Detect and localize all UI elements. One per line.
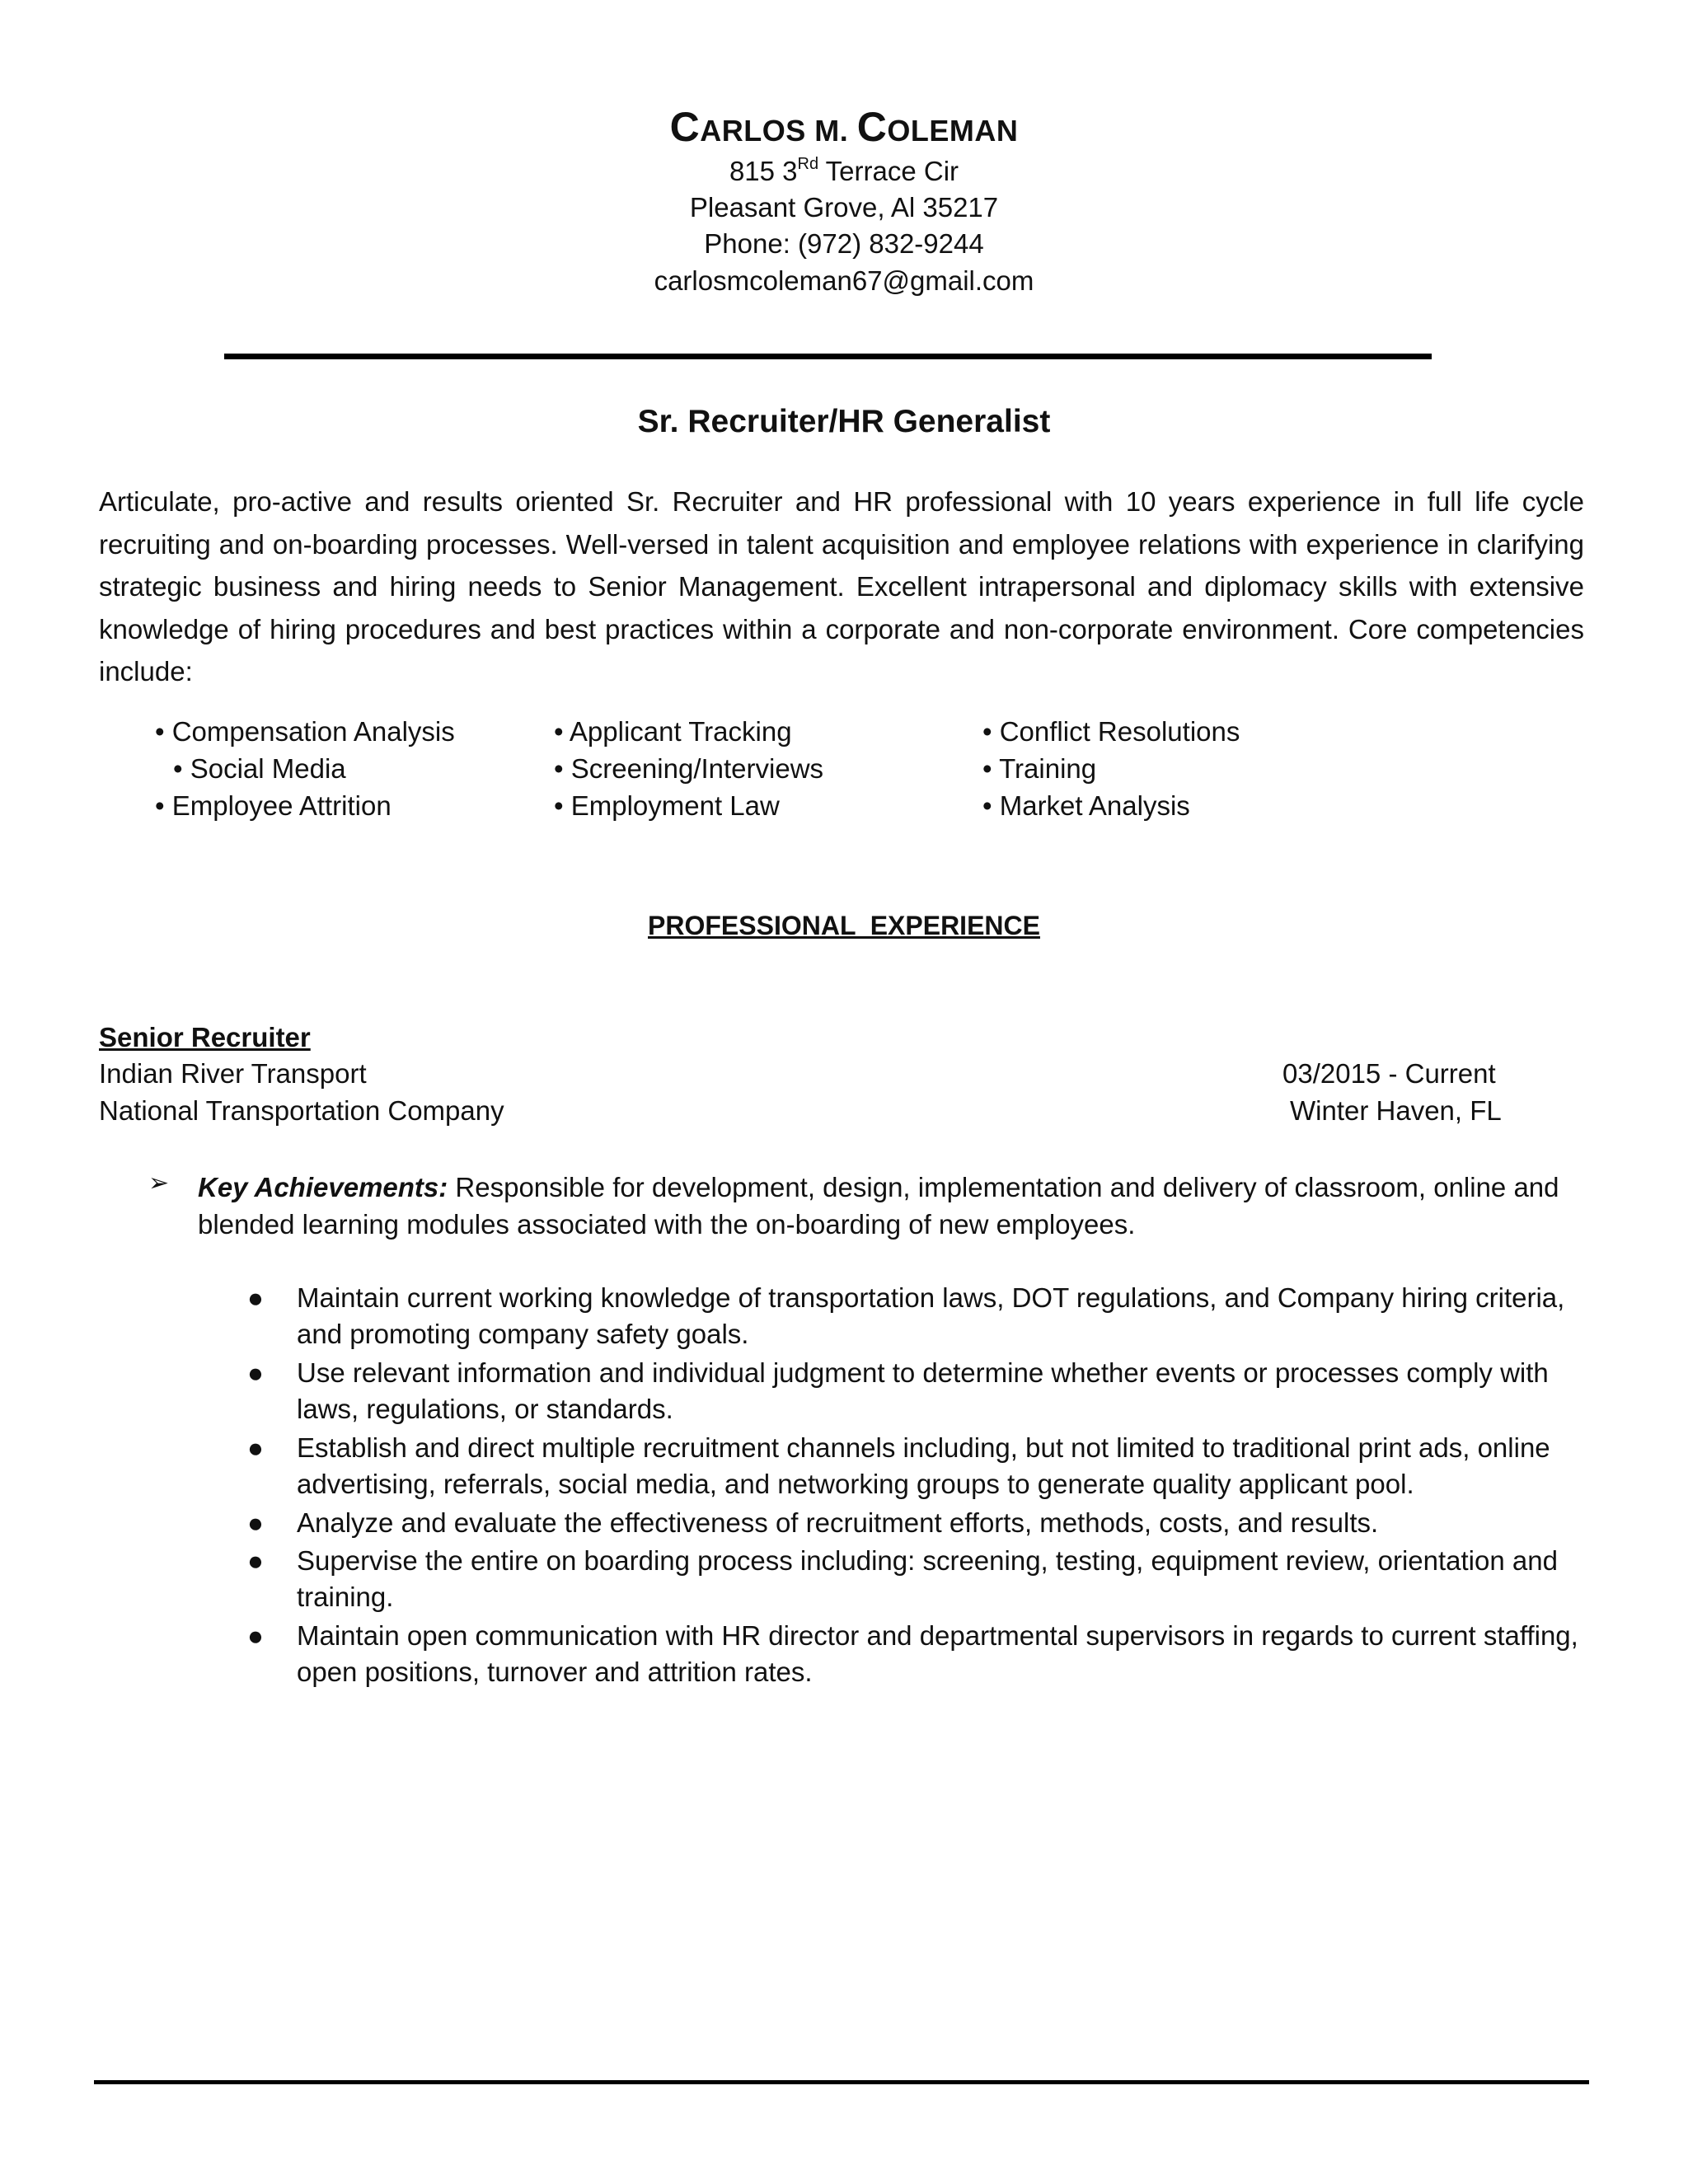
- competency-item: • Compensation Analysis: [155, 716, 455, 747]
- competency-item: • Applicant Tracking: [554, 716, 792, 747]
- footer-divider: [94, 2080, 1589, 2084]
- bullet-text: Establish and direct multiple recruitment channels including, but not limited to traditional print ads, online advertising, referrals, social media, and networking groups to generate quality applicant pool.: [297, 1432, 1550, 1499]
- bullet-text: Maintain open communication with HR director and departmental supervisors in regards to current staffing, open positions, turnover and attrition rates.: [297, 1620, 1578, 1687]
- bullet-icon: ●: [247, 1432, 264, 1463]
- address-sup: Rd: [797, 155, 819, 173]
- section-title-text: PROFESSIONAL EXPERIENCE: [648, 911, 1040, 940]
- bullet-icon: ●: [247, 1620, 264, 1651]
- arrow-icon: ➢: [148, 1169, 170, 1197]
- address-line: [0, 155, 1688, 187]
- bullet-text: Use relevant information and individual judgment to determine whether events or processes comply with laws, regulations, or standards.: [297, 1357, 1549, 1424]
- name-first-initial: C: [669, 104, 701, 150]
- section-title: [0, 911, 1688, 941]
- bullet-icon: ●: [247, 1282, 264, 1313]
- city-line: Pleasant Grove, Al 35217: [689, 192, 999, 223]
- employer: Indian River Transport: [99, 1058, 367, 1089]
- key-achievements: [198, 1169, 1582, 1243]
- bullet-icon: ●: [247, 1507, 264, 1538]
- address-pre: 815 3: [729, 156, 798, 186]
- bullet-text: Analyze and evaluate the effectiveness of recruitment efforts, methods, costs, and results.: [297, 1507, 1379, 1538]
- bullet-icon: ●: [247, 1545, 264, 1576]
- name-last-initial: C: [856, 104, 888, 150]
- job-title: Senior Recruiter: [99, 1022, 311, 1052]
- header-divider: [224, 354, 1432, 359]
- summary-paragraph: Articulate, pro-active and results oriented Sr. Recruiter and HR professional with 10 years experience in full life cycle recruiting and on-boarding processes. Well-versed in talent acquisition and employee relations with experience in clarifying strategic business and hiring needs to Senior Management. Excellent intrapersonal and diplomacy skills with extensive knowledge of hiring procedures and best practices within a corporate and non-corporate environment. Core competencies include:: [99, 486, 1584, 687]
- candidate-name: [0, 103, 1688, 151]
- job-location: Winter Haven, FL: [1290, 1095, 1502, 1126]
- phone-line: Phone: (972) 832-9244: [704, 228, 984, 259]
- bullet-icon: ●: [247, 1357, 264, 1388]
- company-type: National Transportation Company: [99, 1095, 504, 1126]
- email-line: carlosmcoleman67@gmail.com: [654, 265, 1034, 296]
- bullet-text: Supervise the entire on boarding process including: screening, testing, equipment review, orientation and training.: [297, 1545, 1558, 1612]
- bullet-text: Maintain current working knowledge of transportation laws, DOT regulations, and Company hiring criteria, and promoting company safety goals.: [297, 1282, 1565, 1349]
- competency-item: • Conflict Resolutions: [982, 716, 1240, 747]
- competency-item: • Training: [982, 753, 1097, 784]
- key-achievements-label: Key Achievements:: [198, 1172, 448, 1202]
- key-achievements-text: Responsible for development, design, implementation and delivery of classroom, online and blended learning modules associated with the on-boarding of new employees.: [198, 1172, 1559, 1240]
- competency-item: • Social Media: [173, 753, 346, 784]
- name-last-rest: OLEMAN: [887, 114, 1019, 148]
- competency-item: • Employee Attrition: [155, 790, 392, 821]
- competency-item: • Screening/Interviews: [554, 753, 824, 784]
- competency-item: • Employment Law: [554, 790, 780, 821]
- name-first-rest: ARLOS M.: [700, 114, 857, 148]
- headline: Sr. Recruiter/HR Generalist: [637, 404, 1051, 439]
- address-post: Terrace Cir: [818, 156, 959, 186]
- competency-item: • Market Analysis: [982, 790, 1190, 821]
- job-dates: 03/2015 - Current: [1282, 1058, 1496, 1089]
